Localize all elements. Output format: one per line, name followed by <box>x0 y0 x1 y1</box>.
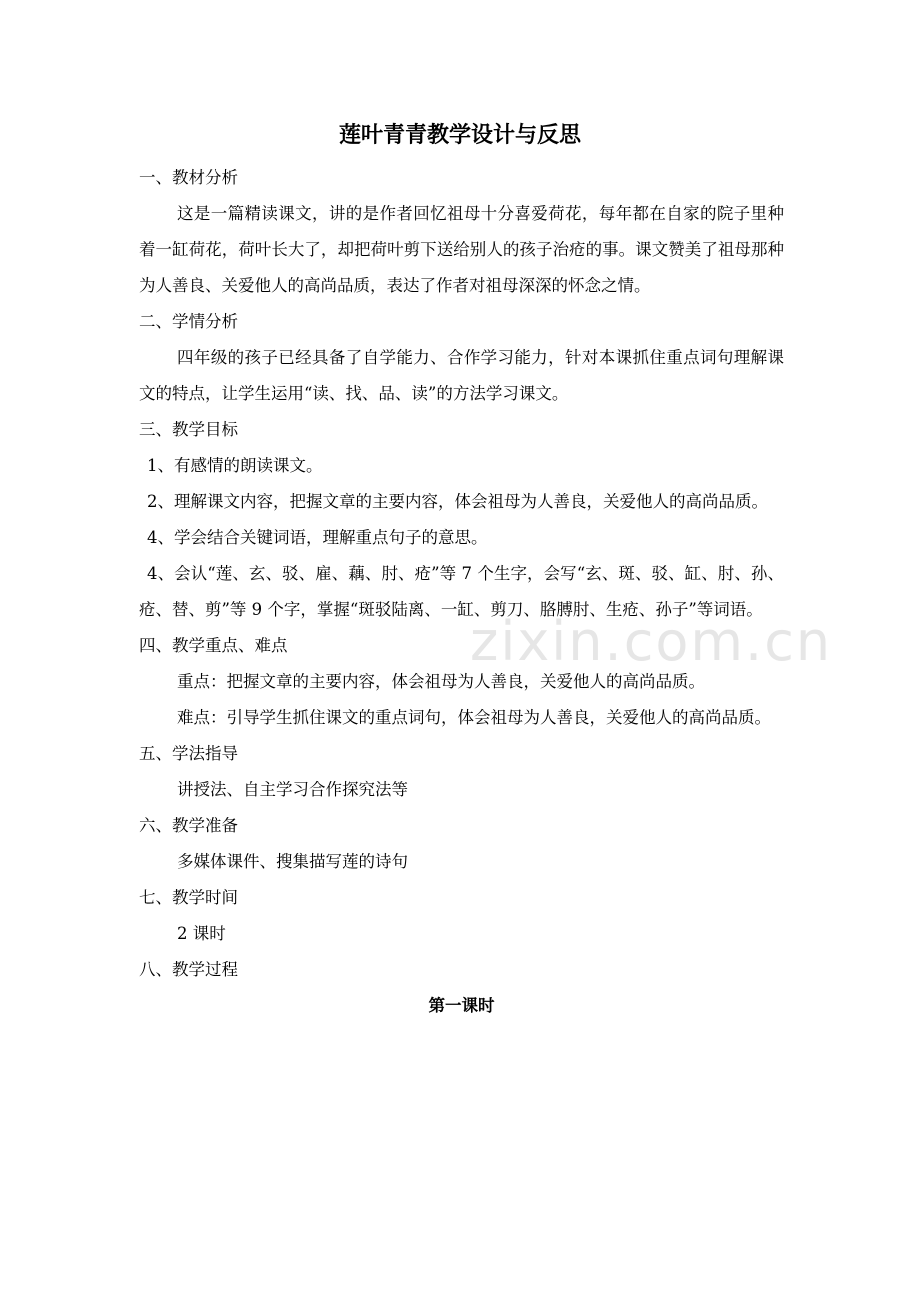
section-heading-key-points: 四、教学重点、难点 <box>139 636 288 655</box>
textbook-analysis-paragraph: 这是一篇精读课文，讲的是作者回忆祖母十分喜爱荷花，每年都在自家的院子里种着一缸荷花，荷叶长大了，却把荷叶剪下送给别人的孩子治疮的事。课文赞美了祖母那种为人善良、关爱他人的高尚品质，表达了作者对祖母深深的怀念之情。 <box>139 204 784 295</box>
section-heading-student-analysis: 二、学情分析 <box>139 312 238 331</box>
goal-item-2: 2、理解课文内容，把握文章的主要内容，体会祖母为人善良，关爱他人的高尚品质。 <box>147 492 768 511</box>
study-method-text: 讲授法、自主学习合作探究法等 <box>177 780 408 799</box>
goal-item-1: 1、有感情的朗读课文。 <box>147 456 323 475</box>
document-body <box>139 160 784 1024</box>
section-heading-teaching-time: 七、教学时间 <box>139 888 238 907</box>
section-heading-teaching-goals: 三、教学目标 <box>139 420 238 439</box>
section-heading-textbook-analysis: 一、教材分析 <box>139 168 238 187</box>
teaching-time-text: 2 课时 <box>177 924 226 943</box>
watermark: zixin.com.cn <box>470 610 833 673</box>
section-heading-study-method: 五、学法指导 <box>139 744 238 763</box>
student-analysis-paragraph: 四年级的孩子已经具备了自学能力、合作学习能力，针对本课抓住重点词句理解课文的特点，让学生运用“读、找、品、读”的方法学习课文。 <box>139 348 784 403</box>
lesson-one-subheading: 第一课时 <box>428 996 495 1015</box>
preparation-text: 多媒体课件、搜集描写莲的诗句 <box>177 852 408 871</box>
section-heading-preparation: 六、教学准备 <box>139 816 238 835</box>
key-point-paragraph: 重点：把握文章的主要内容，体会祖母为人善良，关爱他人的高尚品质。 <box>177 672 705 691</box>
document-title: 莲叶青青教学设计与反思 <box>338 123 581 148</box>
section-heading-teaching-process: 八、教学过程 <box>139 960 238 979</box>
goal-item-3: 4、学会结合关键词语，理解重点句子的意思。 <box>147 528 488 547</box>
difficulty-paragraph: 难点：引导学生抓住课文的重点词句，体会祖母为人善良，关爱他人的高尚品质。 <box>177 708 771 727</box>
goal-item-4: 4、会认“莲、玄、驳、雇、藕、肘、疮”等 7 个生字，会写“玄、斑、驳、缸、肘、孙、疮、替、剪”等 9 个字，掌握“斑驳陆离、一缸、剪刀、胳膊肘、生疮、孙子”等词语。 <box>139 564 784 619</box>
